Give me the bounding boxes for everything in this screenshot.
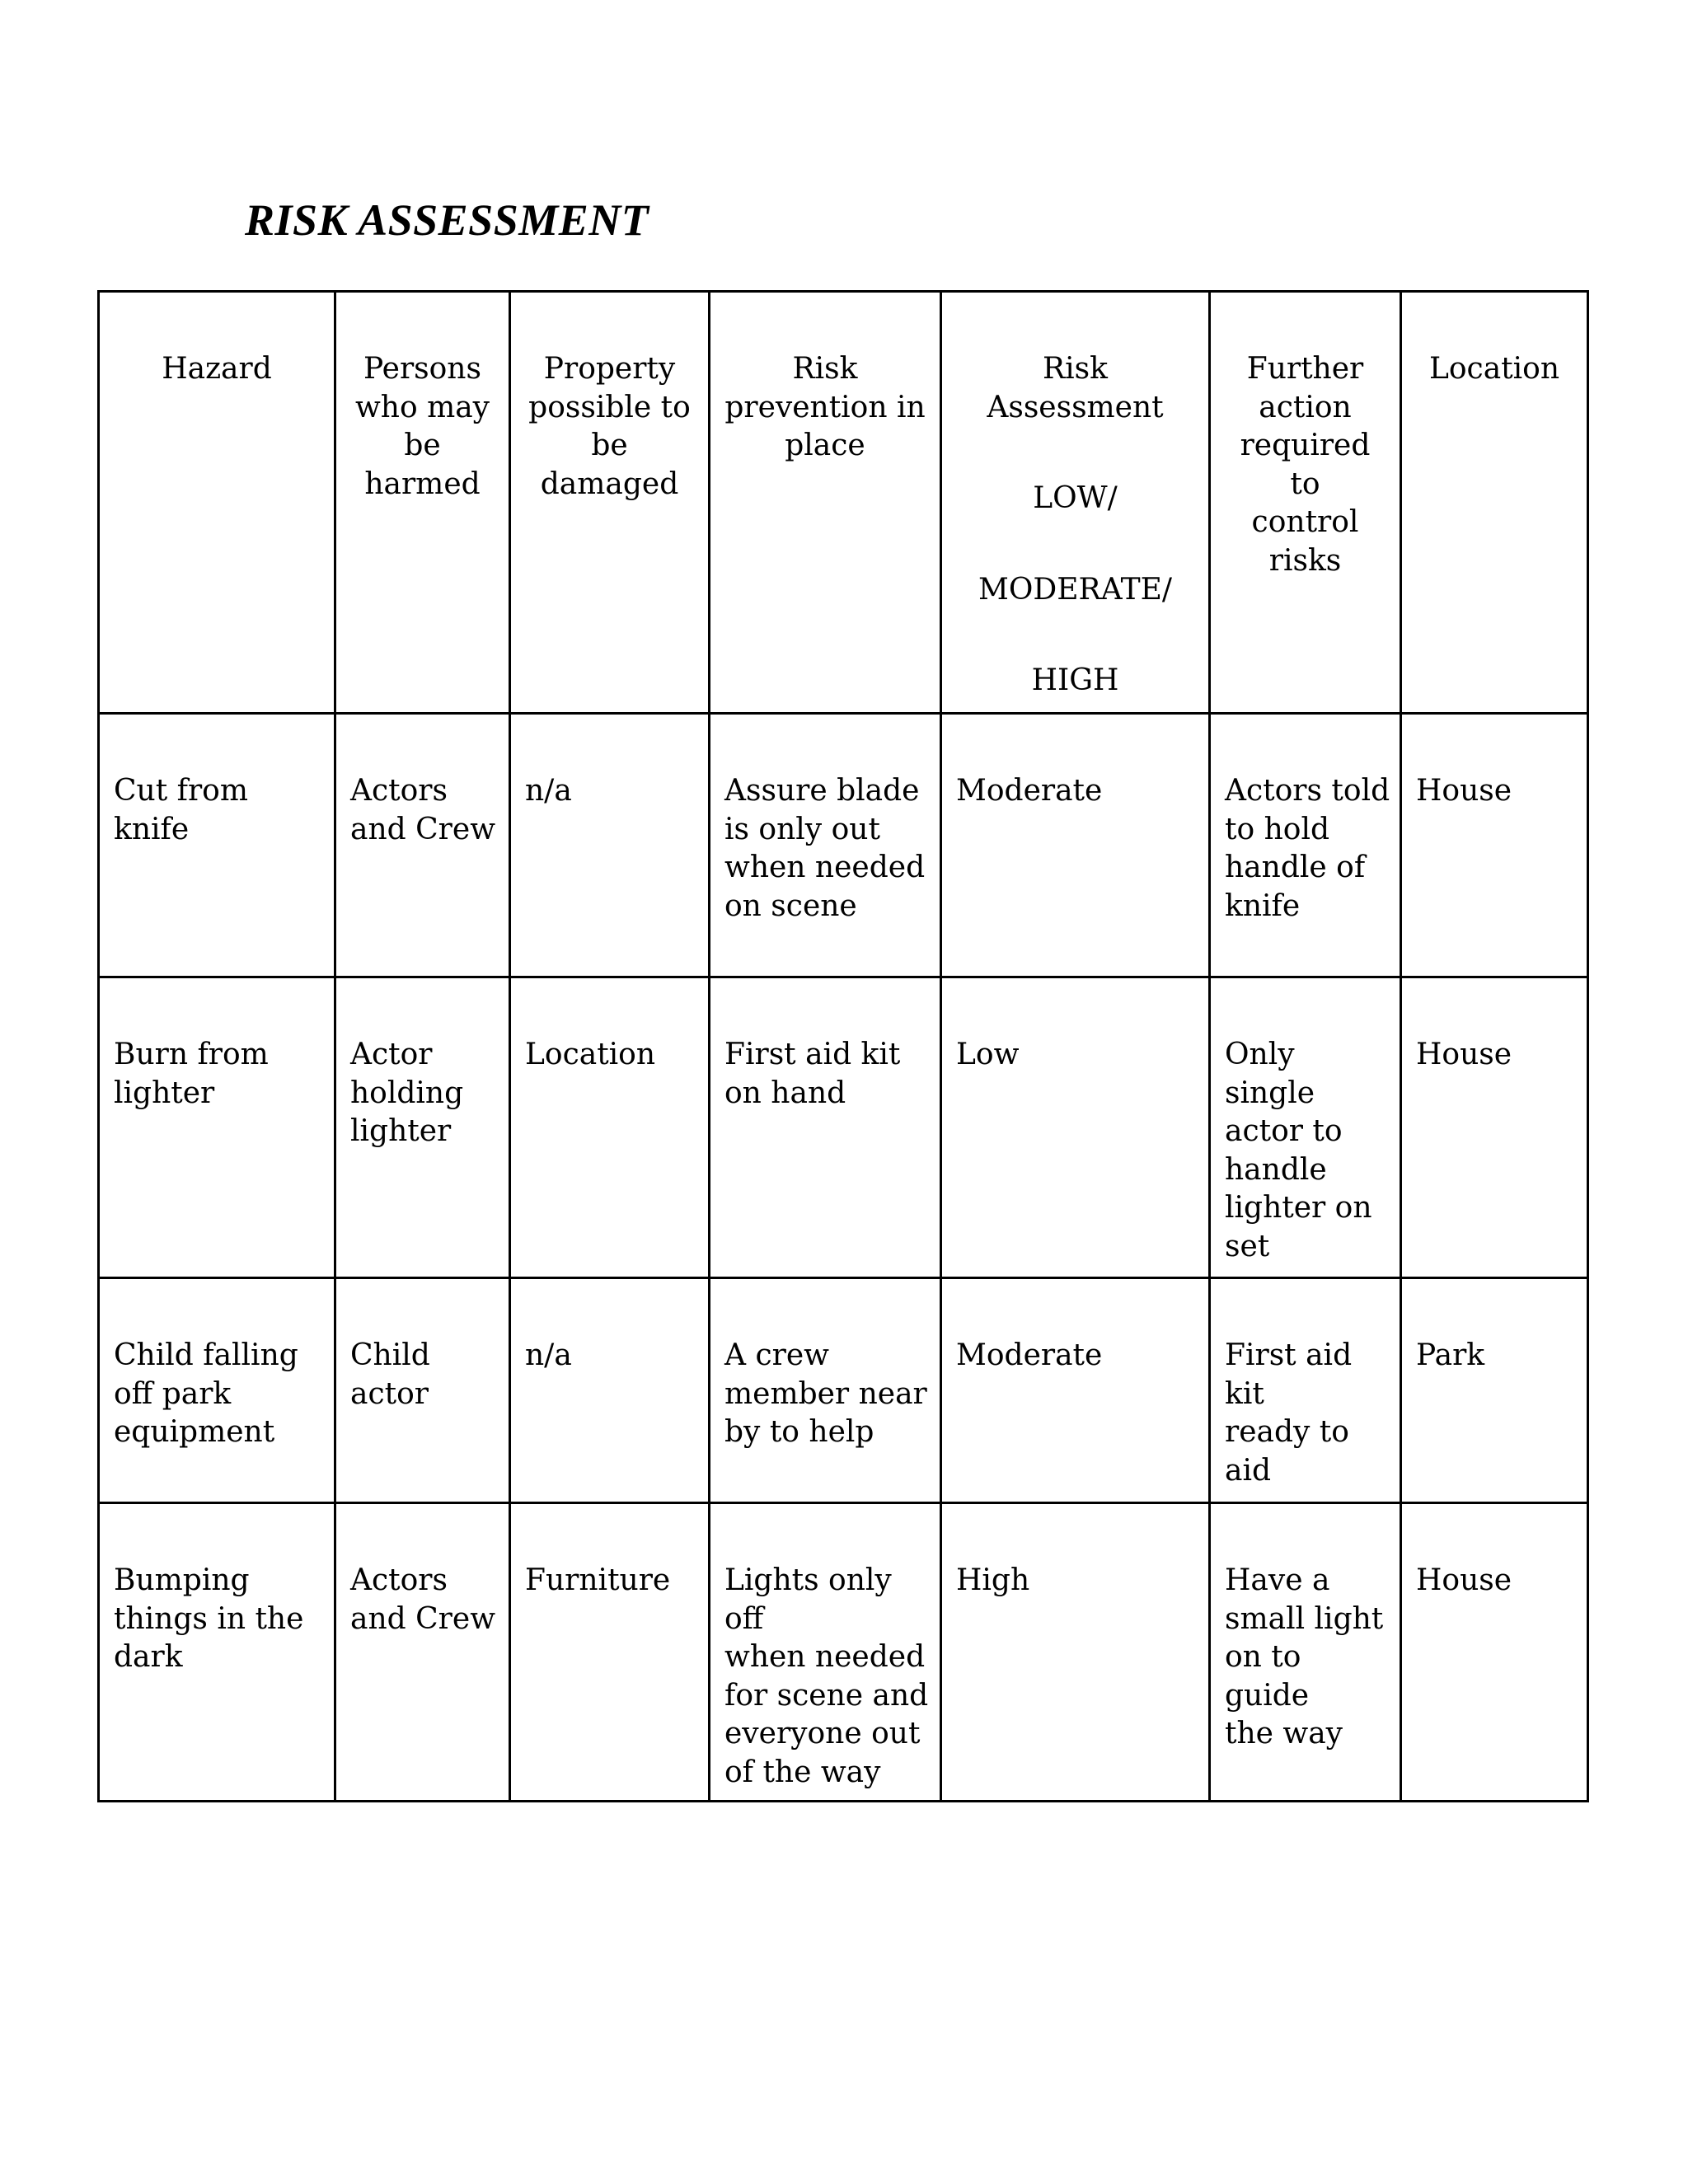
- cell-line: Child: [350, 1338, 430, 1372]
- cell-location: [1401, 714, 1588, 977]
- cell-prevention: [710, 977, 941, 1278]
- cell-property: [510, 1503, 710, 1802]
- cell-line: Actors: [350, 1563, 448, 1597]
- cell-hazard: [99, 714, 335, 977]
- header-line: risks: [1268, 543, 1342, 578]
- cell-line: lighter on: [1225, 1191, 1372, 1225]
- cell-line: small light: [1225, 1601, 1384, 1636]
- cell-line: the way: [1225, 1717, 1343, 1750]
- header-line: required to: [1240, 429, 1371, 501]
- cell-line: things in the: [114, 1601, 304, 1636]
- cell-prevention: [710, 1278, 941, 1503]
- header-line: Hazard: [162, 352, 272, 386]
- cell-persons: [335, 1278, 510, 1503]
- cell-line: handle of: [1225, 851, 1366, 884]
- risk-assessment-table: [97, 290, 1589, 1802]
- cell-prevention: [710, 1503, 941, 1802]
- cell-line: Bumping: [114, 1563, 250, 1597]
- cell-line: First aid kit: [724, 1038, 901, 1071]
- cell-line: to hold: [1225, 812, 1330, 846]
- cell-property: [510, 714, 710, 977]
- cell-further-action: [1210, 714, 1401, 977]
- cell-line: dark: [114, 1640, 183, 1674]
- header-hazard: [99, 292, 335, 714]
- table-row: [99, 977, 1588, 1278]
- header-line: Location: [1428, 352, 1560, 386]
- cell-line: actor to: [1225, 1114, 1343, 1148]
- header-line: prevention in: [724, 390, 926, 424]
- cell-line: Burn from: [114, 1038, 269, 1071]
- table-row: [99, 714, 1588, 977]
- cell-line: set: [1225, 1229, 1270, 1263]
- cell-prevention: [710, 714, 941, 977]
- cell-line: Only single: [1225, 1038, 1315, 1110]
- cell-line: Lights only off: [724, 1563, 892, 1636]
- cell-line: knife: [1225, 888, 1301, 923]
- header-line: LOW/: [1033, 481, 1118, 515]
- header-line: Risk: [792, 352, 858, 386]
- cell-persons: [335, 714, 510, 977]
- cell-hazard: [99, 977, 335, 1278]
- cell-hazard: [99, 1278, 335, 1503]
- document-title: RISK ASSESSMENT: [245, 195, 649, 245]
- cell-line: House: [1416, 774, 1512, 808]
- cell-further-action: [1210, 977, 1401, 1278]
- cell-line: and Crew: [350, 812, 496, 846]
- cell-line: House: [1416, 1038, 1512, 1071]
- cell-line: when needed: [724, 1640, 926, 1674]
- cell-line: Have a: [1225, 1563, 1330, 1597]
- cell-line: and Crew: [350, 1601, 496, 1636]
- table-row: [99, 1278, 1588, 1503]
- header-further-action: [1210, 292, 1401, 714]
- cell-line: lighter: [114, 1076, 215, 1110]
- header-line: be damaged: [540, 429, 679, 501]
- header-line: possible to: [528, 390, 691, 424]
- cell-line: High: [956, 1563, 1030, 1597]
- cell-line: Child falling: [114, 1338, 298, 1372]
- header-line: Persons: [363, 352, 481, 386]
- header-property-damaged: [510, 292, 710, 714]
- table-row: [99, 1503, 1588, 1802]
- cell-further-action: [1210, 1503, 1401, 1802]
- cell-line: is only out: [724, 812, 880, 846]
- cell-line: Moderate: [956, 774, 1103, 808]
- cell-line: holding: [350, 1076, 464, 1110]
- header-line: Risk Assessment: [987, 352, 1164, 424]
- header-risk-prevention: [710, 292, 941, 714]
- header-line: Further: [1246, 352, 1364, 386]
- cell-property: [510, 977, 710, 1278]
- cell-line: equipment: [114, 1415, 275, 1449]
- cell-line: off park: [114, 1376, 232, 1411]
- header-line: be: [404, 429, 441, 462]
- cell-persons: [335, 977, 510, 1278]
- cell-line: ready to: [1225, 1415, 1349, 1449]
- cell-line: actor: [350, 1376, 429, 1411]
- cell-line: for scene and: [724, 1678, 929, 1713]
- header-persons-harmed: [335, 292, 510, 714]
- cell-line: House: [1416, 1563, 1512, 1597]
- header-location: [1401, 292, 1588, 714]
- cell-line: of the way: [724, 1755, 881, 1789]
- cell-location: [1401, 977, 1588, 1278]
- header-line: action: [1259, 390, 1352, 424]
- cell-persons: [335, 1503, 510, 1802]
- header-line: Property: [543, 352, 676, 386]
- cell-further-action: [1210, 1278, 1401, 1503]
- header-line: HIGH: [1031, 663, 1119, 697]
- cell-risk-level: [941, 714, 1210, 977]
- cell-line: Moderate: [956, 1338, 1103, 1372]
- cell-line: Park: [1416, 1338, 1485, 1372]
- cell-risk-level: [941, 1503, 1210, 1802]
- cell-line: Furniture: [525, 1563, 671, 1597]
- cell-line: handle: [1225, 1152, 1327, 1187]
- cell-line: lighter: [350, 1114, 452, 1148]
- cell-hazard: [99, 1503, 335, 1802]
- cell-line: on hand: [724, 1076, 846, 1110]
- cell-line: on scene: [724, 888, 857, 923]
- cell-line: Actor: [350, 1038, 433, 1071]
- cell-risk-level: [941, 977, 1210, 1278]
- cell-property: [510, 1278, 710, 1503]
- cell-line: aid: [1225, 1453, 1272, 1488]
- cell-line: Assure blade: [724, 774, 920, 808]
- cell-line: A crew: [724, 1338, 829, 1372]
- header-line: who may: [354, 390, 490, 424]
- cell-line: n/a: [525, 1338, 572, 1372]
- table-header-row: [99, 292, 1588, 714]
- header-line: MODERATE/: [978, 572, 1173, 607]
- cell-line: n/a: [525, 774, 572, 808]
- cell-location: [1401, 1278, 1588, 1503]
- cell-line: Cut from knife: [114, 774, 248, 846]
- cell-line: First aid kit: [1225, 1338, 1353, 1411]
- cell-line: Location: [525, 1038, 656, 1071]
- cell-line: when needed: [724, 851, 926, 884]
- cell-line: Actors told: [1225, 774, 1390, 808]
- cell-line: member near: [724, 1376, 927, 1411]
- cell-location: [1401, 1503, 1588, 1802]
- header-line: control: [1251, 505, 1359, 539]
- cell-line: everyone out: [724, 1717, 921, 1750]
- cell-line: Actors: [350, 774, 448, 808]
- header-risk-assessment: [941, 292, 1210, 714]
- cell-line: Low: [956, 1038, 1020, 1071]
- header-line: harmed: [364, 466, 481, 501]
- header-line: place: [785, 429, 865, 462]
- cell-risk-level: [941, 1278, 1210, 1503]
- cell-line: by to help: [724, 1415, 874, 1449]
- cell-line: on to guide: [1225, 1640, 1310, 1713]
